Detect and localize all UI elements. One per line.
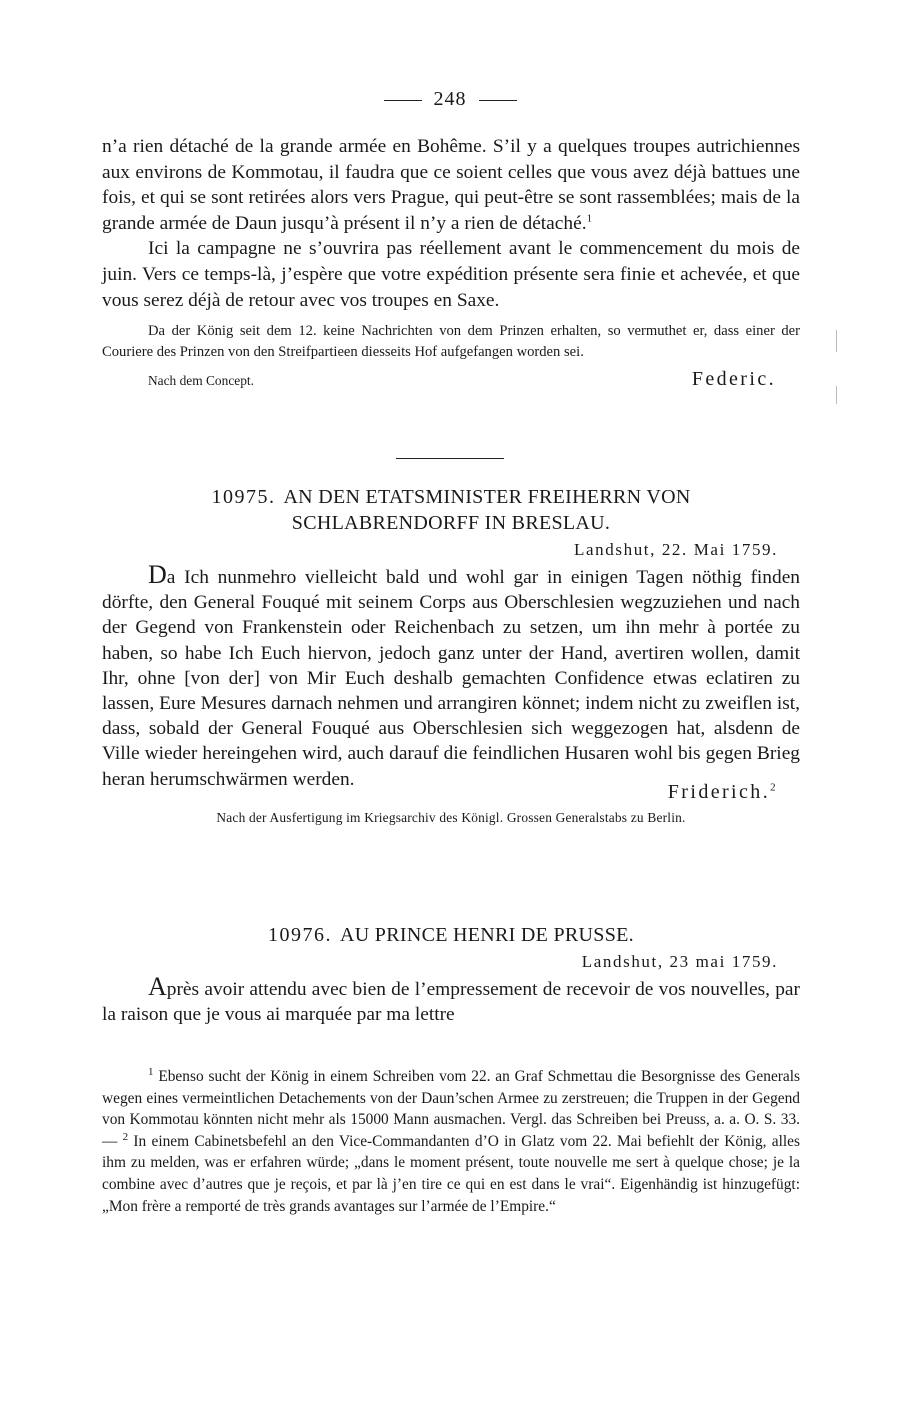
previous-letter-paragraph-2: Ici la campagne ne s’ouvrira pas réellement avant le commencement du mois de juin. Vers ce temps-là, j’espère que votre expédition présente sera finie et achevée, et que vous serez déjà de retour avec vos troupes en Saxe. <box>102 238 800 311</box>
footnote-marker: 1 <box>148 1065 154 1078</box>
signature <box>668 781 778 804</box>
source-note: Nach der Ausfertigung im Kriegsarchiv des Königl. Grossen Generalstabs zu Berlin. <box>216 809 686 825</box>
letter-body: Da Ich nunmehro vielleicht bald und wohl gar in einigen Tagen nöthig finden dörfte, den General Fouqué mit seinem Corps aus Oberschlesien wegzuziehen und nach der Gegend von Frankenstein oder Reichenbach zu setzen, um ihn mehr à portée zu haben, so habe Ich Euch hiervon, jedoch ganz unter der Hand, avertiren wollen, damit Ihr, ohne [von der] von Mir Euch deshalb gemachten Confidence etwas eclatiren zu lassen, Eure Mesures darnach nehmen und arrangiren könnet; indem nicht zu zweiflen ist, dass, sobald der General Fouqué aus Oberschlesien sich weggezogen hat, alsdenn de Ville wieder hereingehen wird, auch darauf die feindlichen Husaren wohl bis gegen Brieg heran herumschwärmen werden. <box>102 560 800 790</box>
scan-artifact <box>836 330 837 352</box>
scan-artifact <box>836 386 837 404</box>
letter-heading <box>102 922 800 948</box>
signature: Federic. <box>691 368 776 391</box>
page-header <box>0 88 900 111</box>
letter-10976 <box>102 922 800 1027</box>
footnote-marker: 2 <box>770 781 778 794</box>
heading-text: AU PRINCE HENRI DE PRUSSE. <box>340 924 634 946</box>
footnote-1 <box>102 1066 800 1217</box>
footnote-marker: 2 <box>122 1130 129 1143</box>
header-dash-left <box>384 100 422 101</box>
letter-signature-row <box>102 778 800 804</box>
footnote-text: In einem Cabinetsbefehl an den Vice-Commandanten d’O in Glatz vom 22. Mai befiehlt der König, alles ihm zu melden, was er erfahren würde; „dans le moment présent, toute nouvelle me sert à quelque chose; je la combine avec d’autres que je reçois, et par là j’en tire ce qui en est dans le vrai“. Eigenhändig ist hinzugefügt: „Mon frère a remporté de très grands avantages sur l’armée de l’Empire.“ <box>102 1132 800 1215</box>
footnote-marker: 1 <box>586 212 593 225</box>
page-number: 248 <box>433 88 467 110</box>
editorial-remark: Da der König seit dem 12. keine Nachrichten von dem Prinzen erhalten, so vermuthet er, dass einer der Couriere des Prinzen von den Streifpartieen diesseits Hof aufgefangen worden sei. <box>102 323 800 361</box>
heading-line-2: SCHLABRENDORFF IN BRESLAU. <box>291 512 611 534</box>
letter-10975 <box>102 484 800 826</box>
letter-number: 10976. <box>268 924 333 946</box>
previous-letter-signature-row <box>102 365 800 391</box>
header-dash-right <box>479 100 517 101</box>
dateline: Landshut, 22. Mai 1759. <box>574 540 778 559</box>
footnote-text: Ebenso sucht der König in einem Schreiben vom 22. an Graf Schmettau die Besorgnisse des Generals wegen eines vermeintlichen Detachements von der Daun’schen Armee zu zerstreuen; die Truppen in der Gegend von Kommotau könnten nicht mehr als 15000 Mann ausmachen. Vergl. das Schreiben bei Preuss, a. a. O. S. 33. — <box>102 1068 800 1150</box>
previous-letter-paragraph-1 <box>102 134 800 236</box>
source-note: Nach dem Concept. <box>148 373 254 389</box>
signature-text: Friderich. <box>667 780 771 803</box>
letter-heading <box>102 484 800 510</box>
letter-body: Après avoir attendu avec bien de l’empressement de recevoir de vos nouvelles, par la raison que je vous ai marquée par ma lettre <box>102 972 800 1026</box>
paragraph-text: n’a rien détaché de la grande armée en Bohême. S’il y a quelques troupes autrichiennes aux environs de Kommotau, il faudra que ce soient celles que vous avez déjà battues une fois, et qui se sont retirées alors vers Prague, qui peut-être se sont rassemblées; mais de la grande armée de Daun jusqu’à présent il n’y a rien de détaché. <box>102 136 800 234</box>
footnotes <box>102 1066 800 1217</box>
letter-number: 10975. <box>211 486 276 508</box>
section-divider <box>396 458 504 459</box>
heading-line-1: AN DEN ETATSMINISTER FREIHERRN VON <box>283 486 691 508</box>
dateline: Landshut, 23 mai 1759. <box>581 952 778 971</box>
previous-letter-continuation <box>102 134 800 391</box>
